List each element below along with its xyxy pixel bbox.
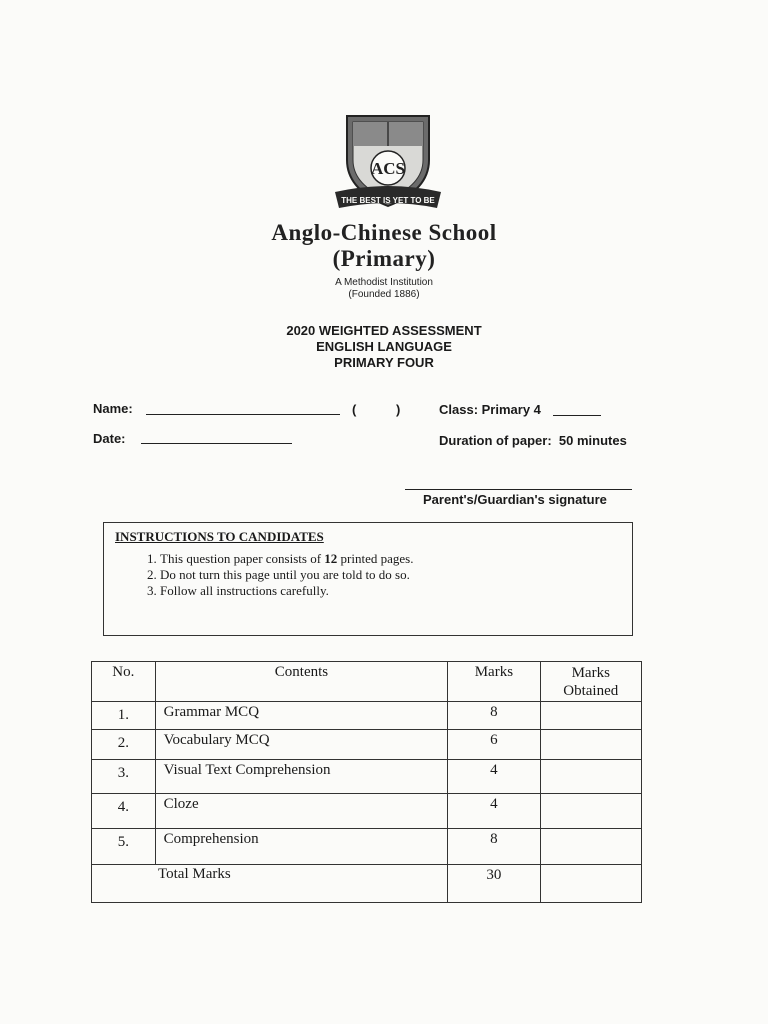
duration-value: 50 minutes [558, 433, 627, 448]
name-line[interactable] [146, 414, 340, 415]
header-no: No. [92, 662, 156, 702]
table-row [92, 829, 642, 865]
table-header-row [92, 662, 642, 702]
row-number: 3. [92, 760, 156, 794]
register-paren-close: ) [396, 402, 401, 417]
row-content: Vocabulary MCQ [155, 730, 448, 760]
row-marks-obtained-cell[interactable] [540, 829, 642, 865]
table-row [92, 730, 642, 760]
row-marks-obtained-cell[interactable] [540, 730, 642, 760]
duration-label: Duration of paper: 50 minutes [439, 433, 627, 448]
instructions-heading: INSTRUCTIONS TO CANDIDATES [115, 529, 324, 544]
date-label: Date: [93, 431, 126, 446]
table-row [92, 702, 642, 730]
row-marks-obtained-cell[interactable] [540, 794, 642, 829]
row-marks-obtained-cell[interactable] [540, 760, 642, 794]
register-paren-open: ( [352, 402, 357, 417]
table-row [92, 760, 642, 794]
total-marks-label: Total Marks [92, 865, 448, 903]
total-marks-obtained-cell[interactable] [540, 865, 642, 903]
header-marks-obtained: Marks Obtained [540, 662, 642, 702]
table-row [92, 794, 642, 829]
school-name-suffix: (Primary) [332, 246, 436, 271]
row-marks: 6 [448, 730, 540, 760]
table-total-row [92, 865, 642, 903]
exam-level: PRIMARY FOUR [334, 355, 434, 370]
header-contents: Contents [155, 662, 448, 702]
row-content: Grammar MCQ [155, 702, 448, 730]
exam-title: 2020 WEIGHTED ASSESSMENT [286, 323, 482, 338]
marks-table [91, 661, 642, 903]
header-marks: Marks [448, 662, 540, 702]
row-marks: 8 [448, 702, 540, 730]
date-line[interactable] [141, 443, 292, 444]
row-content: Comprehension [155, 829, 448, 865]
row-number: 5. [92, 829, 156, 865]
row-number: 4. [92, 794, 156, 829]
row-marks: 4 [448, 760, 540, 794]
exam-subject: ENGLISH LANGUAGE [316, 339, 452, 354]
instructions-box [103, 522, 633, 636]
class-label: Class: Primary 4 [439, 402, 541, 417]
total-marks-value: 30 [448, 865, 540, 903]
signature-line[interactable] [405, 489, 632, 490]
signature-label: Parent's/Guardian's signature [423, 492, 607, 507]
instruction-item: 3. Follow all instructions carefully. [160, 583, 413, 599]
row-content: Visual Text Comprehension [155, 760, 448, 794]
school-name: Anglo-Chinese School [271, 220, 497, 245]
instruction-item: 1. This question paper consists of 12 printed pages. [160, 551, 413, 567]
row-marks-obtained-cell[interactable] [540, 702, 642, 730]
row-content: Cloze [155, 794, 448, 829]
row-marks: 4 [448, 794, 540, 829]
instruction-item: 2. Do not turn this page until you are told to do so. [160, 567, 413, 583]
row-number: 1. [92, 702, 156, 730]
row-number: 2. [92, 730, 156, 760]
name-label: Name: [93, 401, 133, 416]
crest-motto: THE BEST IS YET TO BE [341, 196, 435, 205]
instructions-list [138, 551, 413, 599]
crest-initials: ACS [370, 159, 406, 178]
school-crest-logo [333, 108, 443, 216]
school-subtitle: A Methodist Institution [335, 277, 433, 288]
row-marks: 8 [448, 829, 540, 865]
class-line[interactable] [553, 415, 601, 416]
school-founded: (Founded 1886) [348, 289, 420, 300]
